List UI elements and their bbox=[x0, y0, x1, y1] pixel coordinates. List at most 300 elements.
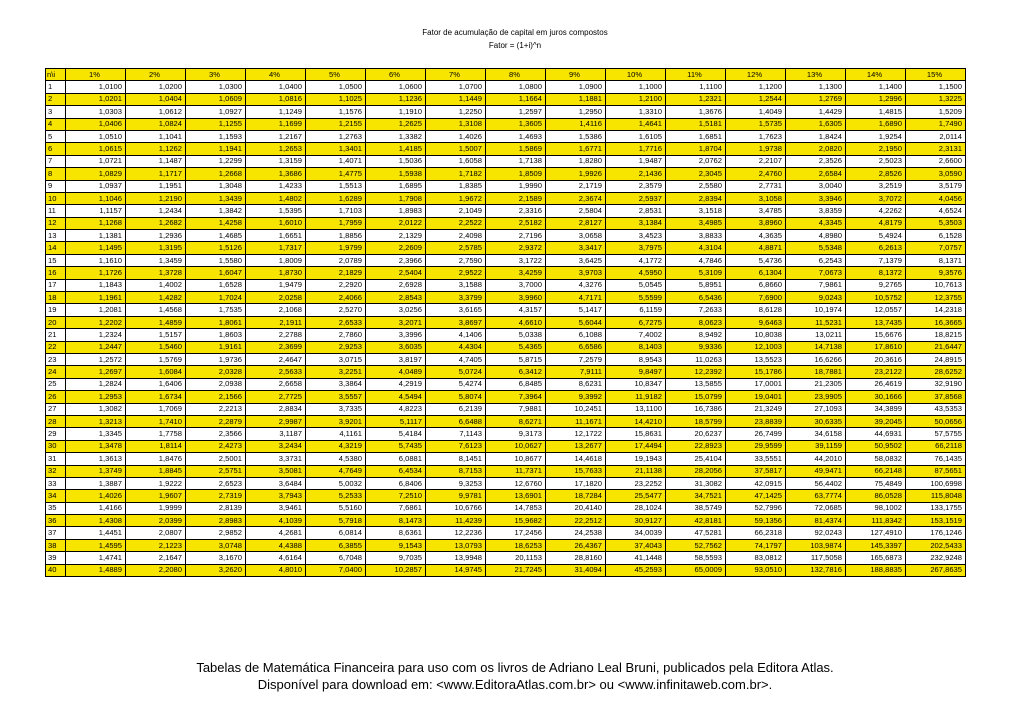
factor-cell: 25,4104 bbox=[666, 453, 726, 465]
factor-cell: 12,1722 bbox=[546, 428, 606, 440]
factor-cell: 6,7048 bbox=[306, 552, 366, 564]
factor-cell: 15,9682 bbox=[486, 515, 546, 527]
factor-cell: 13,1100 bbox=[606, 403, 666, 415]
factor-cell: 10,2451 bbox=[546, 403, 606, 415]
factor-cell: 59,1356 bbox=[726, 515, 786, 527]
factor-cell: 1,5181 bbox=[666, 118, 726, 130]
factor-cell: 1,5007 bbox=[426, 143, 486, 155]
factor-cell: 1,2434 bbox=[126, 205, 186, 217]
factor-cell: 3,1722 bbox=[486, 254, 546, 266]
factor-cell: 42,8181 bbox=[666, 515, 726, 527]
period-cell: 32 bbox=[46, 465, 66, 477]
factor-cell: 8,6271 bbox=[486, 415, 546, 427]
factor-cell: 1,1664 bbox=[486, 93, 546, 105]
factor-cell: 12,6760 bbox=[486, 477, 546, 489]
factor-cell: 3,7072 bbox=[846, 192, 906, 204]
rate-header: 8% bbox=[486, 69, 546, 81]
factor-cell: 1,2953 bbox=[66, 391, 126, 403]
factor-cell: 9,1543 bbox=[366, 539, 426, 551]
factor-cell: 1,2324 bbox=[66, 329, 126, 341]
factor-cell: 2,2522 bbox=[426, 217, 486, 229]
factor-cell: 9,9781 bbox=[426, 490, 486, 502]
factor-cell: 1,3749 bbox=[66, 465, 126, 477]
factor-cell: 2,3045 bbox=[666, 168, 726, 180]
factor-cell: 4,7405 bbox=[426, 353, 486, 365]
rate-header: 5% bbox=[306, 69, 366, 81]
factor-cell: 43,5353 bbox=[906, 403, 966, 415]
factor-cell: 4,0456 bbox=[906, 192, 966, 204]
factor-cell: 4,3276 bbox=[546, 279, 606, 291]
factor-cell: 1,9990 bbox=[486, 180, 546, 192]
factor-cell: 1,6010 bbox=[246, 217, 306, 229]
factor-cell: 1,7138 bbox=[486, 155, 546, 167]
factor-cell: 2,4760 bbox=[726, 168, 786, 180]
factor-cell: 1,1941 bbox=[186, 143, 246, 155]
factor-cell: 4,6610 bbox=[486, 316, 546, 328]
factor-cell: 65,0009 bbox=[666, 564, 726, 576]
factor-cell: 23,2122 bbox=[846, 366, 906, 378]
factor-cell: 13,9948 bbox=[426, 552, 486, 564]
factor-cell: 2,6658 bbox=[246, 378, 306, 390]
factor-cell: 1,7908 bbox=[366, 192, 426, 204]
factor-cell: 33,5551 bbox=[726, 453, 786, 465]
factor-cell: 87,5651 bbox=[906, 465, 966, 477]
factor-cell: 1,2299 bbox=[186, 155, 246, 167]
period-cell: 4 bbox=[46, 118, 66, 130]
factor-cell: 4,2919 bbox=[366, 378, 426, 390]
factor-cell: 12,2236 bbox=[426, 527, 486, 539]
factor-cell: 8,9543 bbox=[606, 353, 666, 365]
factor-cell: 8,1403 bbox=[606, 341, 666, 353]
factor-cell: 5,3503 bbox=[906, 217, 966, 229]
factor-cell: 2,0328 bbox=[186, 366, 246, 378]
factor-cell: 2,5182 bbox=[486, 217, 546, 229]
factor-cell: 9,3992 bbox=[546, 391, 606, 403]
period-cell: 24 bbox=[46, 366, 66, 378]
factor-cell: 1,6305 bbox=[786, 118, 846, 130]
factor-cell: 1,1268 bbox=[66, 217, 126, 229]
factor-cell: 12,1003 bbox=[726, 341, 786, 353]
factor-cell: 1,3478 bbox=[66, 440, 126, 452]
factor-cell: 34,7521 bbox=[666, 490, 726, 502]
factor-cell: 17,8610 bbox=[846, 341, 906, 353]
factor-cell: 1,5126 bbox=[186, 242, 246, 254]
factor-cell: 4,4304 bbox=[426, 341, 486, 353]
factor-cell: 15,1786 bbox=[726, 366, 786, 378]
factor-cell: 3,1518 bbox=[666, 205, 726, 217]
factor-cell: 4,4388 bbox=[246, 539, 306, 551]
factor-cell: 2,1950 bbox=[846, 143, 906, 155]
period-cell: 39 bbox=[46, 552, 66, 564]
factor-cell: 3,7975 bbox=[606, 242, 666, 254]
factor-cell: 7,2510 bbox=[366, 490, 426, 502]
factor-cell: 3,8833 bbox=[666, 230, 726, 242]
factor-cell: 2,2107 bbox=[726, 155, 786, 167]
factor-cell: 1,9926 bbox=[546, 168, 606, 180]
period-cell: 34 bbox=[46, 490, 66, 502]
factor-cell: 2,2213 bbox=[186, 403, 246, 415]
factor-cell: 7,0400 bbox=[306, 564, 366, 576]
factor-cell: 4,8980 bbox=[786, 230, 846, 242]
factor-cell: 1,4233 bbox=[246, 180, 306, 192]
factor-cell: 1,4693 bbox=[486, 130, 546, 142]
factor-cell: 34,6158 bbox=[786, 428, 846, 440]
factor-cell: 66,2318 bbox=[726, 527, 786, 539]
factor-cell: 132,7816 bbox=[786, 564, 846, 576]
factor-cell: 2,5023 bbox=[846, 155, 906, 167]
factor-cell: 9,7035 bbox=[366, 552, 426, 564]
factor-cell: 1,6734 bbox=[126, 391, 186, 403]
factor-cell: 23,2252 bbox=[606, 477, 666, 489]
factor-cell: 37,4043 bbox=[606, 539, 666, 551]
factor-cell: 12,3755 bbox=[906, 292, 966, 304]
factor-cell: 2,5785 bbox=[426, 242, 486, 254]
factor-cell: 1,4308 bbox=[66, 515, 126, 527]
table-row bbox=[46, 143, 966, 155]
factor-cell: 1,5769 bbox=[126, 353, 186, 365]
factor-cell: 3,8960 bbox=[726, 217, 786, 229]
factor-cell: 9,3253 bbox=[426, 477, 486, 489]
period-cell: 6 bbox=[46, 143, 66, 155]
factor-cell: 5,4184 bbox=[366, 428, 426, 440]
factor-cell: 31,3082 bbox=[666, 477, 726, 489]
factor-cell: 1,0500 bbox=[306, 81, 366, 93]
factor-cell: 1,6058 bbox=[426, 155, 486, 167]
factor-cell: 1,7623 bbox=[726, 130, 786, 142]
factor-cell: 1,3459 bbox=[126, 254, 186, 266]
factor-cell: 1,1236 bbox=[366, 93, 426, 105]
factor-cell: 1,0612 bbox=[126, 106, 186, 118]
factor-cell: 1,1381 bbox=[66, 230, 126, 242]
factor-cell: 4,1406 bbox=[426, 329, 486, 341]
factor-cell: 50,9502 bbox=[846, 440, 906, 452]
factor-cell: 14,9745 bbox=[426, 564, 486, 576]
factor-cell: 66,2148 bbox=[846, 465, 906, 477]
factor-cell: 1,0700 bbox=[426, 81, 486, 93]
factor-cell: 1,3225 bbox=[906, 93, 966, 105]
factor-cell: 3,9461 bbox=[246, 502, 306, 514]
factor-cell: 1,0600 bbox=[366, 81, 426, 93]
factor-cell: 2,1647 bbox=[126, 552, 186, 564]
factor-cell: 2,0122 bbox=[366, 217, 426, 229]
factor-cell: 18,7881 bbox=[786, 366, 846, 378]
factor-cell: 1,9736 bbox=[186, 353, 246, 365]
factor-cell: 1,2668 bbox=[186, 168, 246, 180]
factor-cell: 32,9190 bbox=[906, 378, 966, 390]
factor-cell: 5,1117 bbox=[366, 415, 426, 427]
factor-cell: 5,2533 bbox=[306, 490, 366, 502]
factor-cell: 100,6998 bbox=[906, 477, 966, 489]
factor-cell: 1,0406 bbox=[66, 118, 126, 130]
rate-header: 10% bbox=[606, 69, 666, 81]
factor-cell: 2,9852 bbox=[186, 527, 246, 539]
factor-cell: 24,2538 bbox=[546, 527, 606, 539]
factor-cell: 3,6484 bbox=[246, 477, 306, 489]
factor-cell: 1,0609 bbox=[186, 93, 246, 105]
factor-cell: 2,7590 bbox=[426, 254, 486, 266]
factor-cell: 1,1025 bbox=[306, 93, 366, 105]
factor-cell: 2,8834 bbox=[246, 403, 306, 415]
factor-cell: 3,2519 bbox=[846, 180, 906, 192]
factor-cell: 9,2765 bbox=[846, 279, 906, 291]
factor-cell: 1,6084 bbox=[126, 366, 186, 378]
factor-cell: 2,1829 bbox=[306, 267, 366, 279]
factor-cell: 12,2392 bbox=[666, 366, 726, 378]
factor-cell: 1,8385 bbox=[426, 180, 486, 192]
factor-cell: 3,8197 bbox=[366, 353, 426, 365]
factor-cell: 1,4641 bbox=[606, 118, 666, 130]
factor-cell: 9,3173 bbox=[486, 428, 546, 440]
factor-cell: 12,0557 bbox=[846, 304, 906, 316]
factor-cell: 28,1024 bbox=[606, 502, 666, 514]
period-cell: 26 bbox=[46, 391, 66, 403]
factor-cell: 1,1843 bbox=[66, 279, 126, 291]
factor-cell: 11,9182 bbox=[606, 391, 666, 403]
factor-cell: 2,4647 bbox=[246, 353, 306, 365]
factor-cell: 23,9905 bbox=[786, 391, 846, 403]
factor-cell: 1,6105 bbox=[606, 130, 666, 142]
period-cell: 10 bbox=[46, 192, 66, 204]
factor-cell: 63,7774 bbox=[786, 490, 846, 502]
factor-cell: 7,6900 bbox=[726, 292, 786, 304]
factor-cell: 13,2677 bbox=[546, 440, 606, 452]
factor-cell: 1,2155 bbox=[306, 118, 366, 130]
factor-cell: 21,6447 bbox=[906, 341, 966, 353]
period-cell: 30 bbox=[46, 440, 66, 452]
factor-cell: 3,6165 bbox=[426, 304, 486, 316]
factor-cell: 1,8114 bbox=[126, 440, 186, 452]
factor-cell: 5,4365 bbox=[486, 341, 546, 353]
factor-cell: 1,3345 bbox=[66, 428, 126, 440]
factor-cell: 16,3665 bbox=[906, 316, 966, 328]
factor-cell: 57,5755 bbox=[906, 428, 966, 440]
factor-cell: 2,4273 bbox=[186, 440, 246, 452]
factor-cell: 6,1088 bbox=[546, 329, 606, 341]
table-row bbox=[46, 168, 966, 180]
factor-cell: 1,2763 bbox=[306, 130, 366, 142]
factor-cell: 28,8160 bbox=[546, 552, 606, 564]
factor-cell: 24,8915 bbox=[906, 353, 966, 365]
factor-cell: 2,1911 bbox=[246, 316, 306, 328]
factor-cell: 34,0039 bbox=[606, 527, 666, 539]
factor-cell: 39,2045 bbox=[846, 415, 906, 427]
table-row bbox=[46, 477, 966, 489]
factor-cell: 1,3605 bbox=[486, 118, 546, 130]
factor-cell: 5,5160 bbox=[306, 502, 366, 514]
factor-cell: 92,0243 bbox=[786, 527, 846, 539]
factor-cell: 1,5386 bbox=[546, 130, 606, 142]
factor-cell: 1,8856 bbox=[306, 230, 366, 242]
period-cell: 13 bbox=[46, 230, 66, 242]
factor-cell: 15,6676 bbox=[846, 329, 906, 341]
factor-cell: 1,2100 bbox=[606, 93, 666, 105]
factor-cell: 14,2318 bbox=[906, 304, 966, 316]
factor-cell: 3,1384 bbox=[606, 217, 666, 229]
factor-cell: 2,3699 bbox=[246, 341, 306, 353]
factor-cell: 27,1093 bbox=[786, 403, 846, 415]
period-cell: 20 bbox=[46, 316, 66, 328]
factor-cell: 9,8497 bbox=[606, 366, 666, 378]
factor-cell: 1,4429 bbox=[786, 106, 846, 118]
factor-cell: 1,5157 bbox=[126, 329, 186, 341]
table-row bbox=[46, 93, 966, 105]
factor-cell: 13,6901 bbox=[486, 490, 546, 502]
factor-cell: 1,5209 bbox=[906, 106, 966, 118]
factor-cell: 8,1372 bbox=[846, 267, 906, 279]
factor-cell: 30,1666 bbox=[846, 391, 906, 403]
factor-cell: 4,7171 bbox=[546, 292, 606, 304]
factor-cell: 4,8010 bbox=[246, 564, 306, 576]
factor-cell: 1,1449 bbox=[426, 93, 486, 105]
factor-cell: 4,8871 bbox=[726, 242, 786, 254]
factor-cell: 30,6335 bbox=[786, 415, 846, 427]
factor-cell: 58,0832 bbox=[846, 453, 906, 465]
corner-label: n\i bbox=[46, 69, 66, 81]
factor-cell: 1,0721 bbox=[66, 155, 126, 167]
factor-cell: 14,7853 bbox=[486, 502, 546, 514]
factor-cell: 3,0748 bbox=[186, 539, 246, 551]
factor-cell: 26,7499 bbox=[726, 428, 786, 440]
factor-cell: 1,3676 bbox=[666, 106, 726, 118]
factor-cell: 1,3686 bbox=[246, 168, 306, 180]
factor-cell: 25,5477 bbox=[606, 490, 666, 502]
factor-cell: 45,2593 bbox=[606, 564, 666, 576]
factor-cell: 1,0800 bbox=[486, 81, 546, 93]
factor-cell: 2,6523 bbox=[186, 477, 246, 489]
factor-cell: 1,4451 bbox=[66, 527, 126, 539]
factor-cell: 52,7996 bbox=[726, 502, 786, 514]
factor-cell: 1,9799 bbox=[306, 242, 366, 254]
factor-cell: 4,3635 bbox=[726, 230, 786, 242]
factor-cell: 76,1435 bbox=[906, 453, 966, 465]
factor-cell: 2,7196 bbox=[486, 230, 546, 242]
factor-cell: 3,1187 bbox=[246, 428, 306, 440]
factor-cell: 2,5633 bbox=[246, 366, 306, 378]
factor-cell: 1,2202 bbox=[66, 316, 126, 328]
factor-cell: 2,9987 bbox=[246, 415, 306, 427]
factor-cell: 1,5580 bbox=[186, 254, 246, 266]
period-cell: 29 bbox=[46, 428, 66, 440]
table-row bbox=[46, 515, 966, 527]
factor-cell: 1,4071 bbox=[306, 155, 366, 167]
factor-cell: 8,6128 bbox=[726, 304, 786, 316]
factor-cell: 86,0528 bbox=[846, 490, 906, 502]
factor-cell: 4,6524 bbox=[906, 205, 966, 217]
factor-cell: 21,1138 bbox=[606, 465, 666, 477]
factor-cell: 21,7245 bbox=[486, 564, 546, 576]
factor-cell: 1,1576 bbox=[306, 106, 366, 118]
factor-cell: 1,9487 bbox=[606, 155, 666, 167]
table-row bbox=[46, 341, 966, 353]
factor-cell: 6,4534 bbox=[366, 465, 426, 477]
factor-cell: 1,3082 bbox=[66, 403, 126, 415]
rate-header: 15% bbox=[906, 69, 966, 81]
period-cell: 8 bbox=[46, 168, 66, 180]
factor-cell: 2,0807 bbox=[126, 527, 186, 539]
rate-header: 1% bbox=[66, 69, 126, 81]
factor-cell: 10,8347 bbox=[606, 378, 666, 390]
factor-cell: 1,9672 bbox=[426, 192, 486, 204]
factor-cell: 2,8531 bbox=[606, 205, 666, 217]
factor-cell: 4,0489 bbox=[366, 366, 426, 378]
factor-cell: 1,7758 bbox=[126, 428, 186, 440]
factor-cell: 6,1159 bbox=[606, 304, 666, 316]
factor-cell: 1,6528 bbox=[186, 279, 246, 291]
factor-cell: 19,1943 bbox=[606, 453, 666, 465]
factor-cell: 3,0040 bbox=[786, 180, 846, 192]
factor-cell: 6,8406 bbox=[366, 477, 426, 489]
factor-cell: 8,0623 bbox=[666, 316, 726, 328]
factor-cell: 3,3731 bbox=[246, 453, 306, 465]
factor-cell: 3,9201 bbox=[306, 415, 366, 427]
factor-cell: 56,4402 bbox=[786, 477, 846, 489]
factor-cell: 6,6488 bbox=[426, 415, 486, 427]
factor-cell: 47,1425 bbox=[726, 490, 786, 502]
factor-cell: 2,3579 bbox=[606, 180, 666, 192]
factor-cell: 1,1487 bbox=[126, 155, 186, 167]
factor-cell: 1,3842 bbox=[186, 205, 246, 217]
factor-cell: 28,6252 bbox=[906, 366, 966, 378]
table-row bbox=[46, 564, 966, 576]
factor-cell: 2,1329 bbox=[366, 230, 426, 242]
factor-cell: 15,7633 bbox=[546, 465, 606, 477]
factor-cell: 117,5058 bbox=[786, 552, 846, 564]
factor-cell: 2,2879 bbox=[186, 415, 246, 427]
factor-cell: 7,9881 bbox=[486, 403, 546, 415]
table-row bbox=[46, 502, 966, 514]
factor-cell: 2,0938 bbox=[186, 378, 246, 390]
factor-cell: 1,3108 bbox=[426, 118, 486, 130]
factor-cell: 3,2071 bbox=[366, 316, 426, 328]
factor-cell: 1,0927 bbox=[186, 106, 246, 118]
factor-cell: 133,1755 bbox=[906, 502, 966, 514]
table-row bbox=[46, 279, 966, 291]
factor-cell: 2,4066 bbox=[306, 292, 366, 304]
factor-cell: 1,8009 bbox=[246, 254, 306, 266]
period-cell: 31 bbox=[46, 453, 66, 465]
factor-cell: 29,9599 bbox=[726, 440, 786, 452]
factor-cell: 1,1046 bbox=[66, 192, 126, 204]
factor-cell: 1,6406 bbox=[126, 378, 186, 390]
table-row bbox=[46, 81, 966, 93]
period-cell: 18 bbox=[46, 292, 66, 304]
factor-cell: 1,7103 bbox=[306, 205, 366, 217]
factor-cell: 1,1726 bbox=[66, 267, 126, 279]
table-row bbox=[46, 552, 966, 564]
factor-cell: 1,1500 bbox=[906, 81, 966, 93]
factor-cell: 7,9861 bbox=[786, 279, 846, 291]
factor-cell: 6,2139 bbox=[426, 403, 486, 415]
factor-cell: 20,3616 bbox=[846, 353, 906, 365]
factor-cell: 16,6266 bbox=[786, 353, 846, 365]
factor-cell: 1,1717 bbox=[126, 168, 186, 180]
factor-cell: 13,5855 bbox=[666, 378, 726, 390]
factor-cell: 6,6586 bbox=[546, 341, 606, 353]
factor-cell: 5,5599 bbox=[606, 292, 666, 304]
factor-cell: 6,1528 bbox=[906, 230, 966, 242]
factor-cell: 2,6600 bbox=[906, 155, 966, 167]
factor-cell: 3,7335 bbox=[306, 403, 366, 415]
factor-cell: 1,4889 bbox=[66, 564, 126, 576]
table-row bbox=[46, 242, 966, 254]
factor-cell: 6,8660 bbox=[726, 279, 786, 291]
factor-cell: 7,4002 bbox=[606, 329, 666, 341]
table-row bbox=[46, 403, 966, 415]
table-row bbox=[46, 391, 966, 403]
factor-cell: 6,3855 bbox=[306, 539, 366, 551]
factor-cell: 1,8061 bbox=[186, 316, 246, 328]
factor-cell: 1,0200 bbox=[126, 81, 186, 93]
